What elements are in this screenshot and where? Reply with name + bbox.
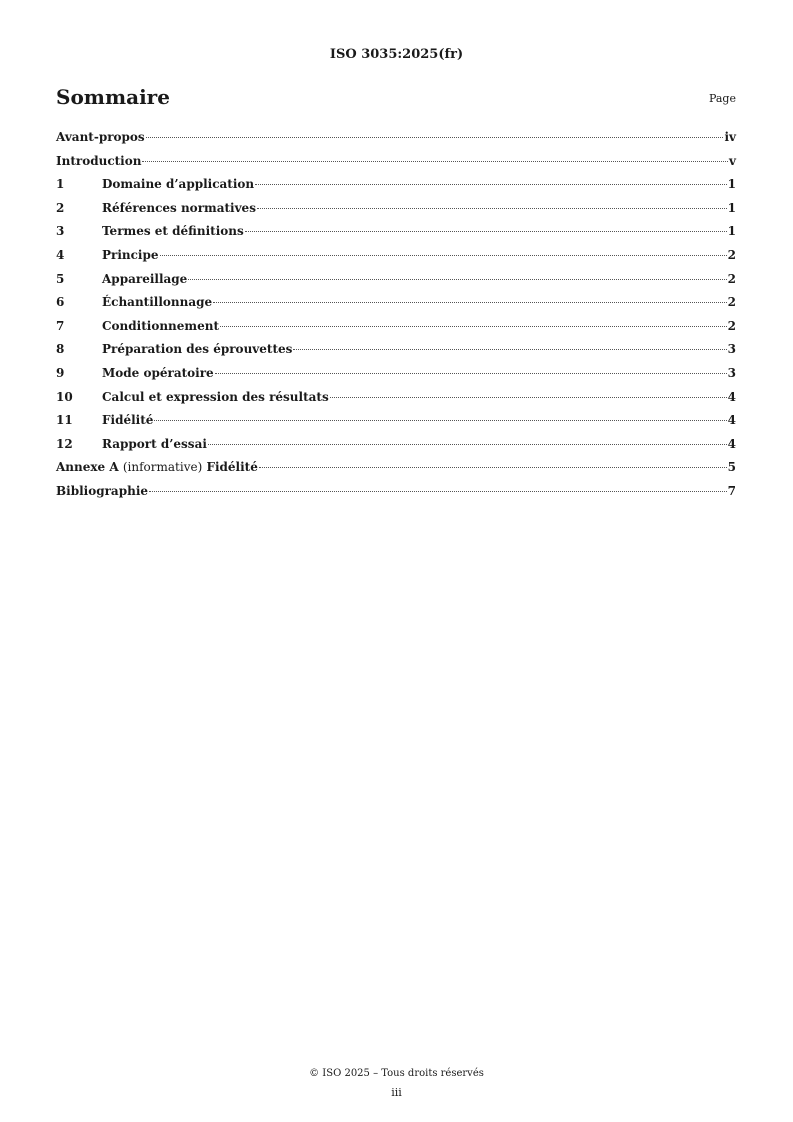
toc-entry-10[interactable] xyxy=(56,390,736,414)
toc-entry-page: 2 xyxy=(727,295,736,310)
toc-entry-number: 1 xyxy=(56,177,65,192)
toc-entry-label[interactable]: Fidélité xyxy=(102,413,154,428)
toc-entry-11[interactable] xyxy=(56,413,736,437)
toc-entry-number: 4 xyxy=(56,247,65,262)
toc-entry-page: 1 xyxy=(727,224,736,239)
copyright-notice: © ISO 2025 – Tous droits réservés xyxy=(309,1068,484,1079)
toc-entry-1[interactable] xyxy=(56,177,736,201)
dot-leader xyxy=(293,349,726,350)
toc-entry-bibliographie[interactable] xyxy=(56,484,736,508)
toc-entry-avant-propos[interactable] xyxy=(56,130,736,154)
toc-entry-label[interactable]: Rapport d’essai xyxy=(102,436,207,451)
toc-entry-number: 8 xyxy=(56,342,65,357)
toc-entry-5[interactable] xyxy=(56,272,736,296)
toc-entry-label[interactable]: Appareillage xyxy=(102,271,188,286)
toc-entry-page: 2 xyxy=(727,318,736,333)
toc-entry-page: v xyxy=(729,153,736,168)
toc-entry-page: 7 xyxy=(727,483,736,498)
toc-entry-label[interactable]: Bibliographie xyxy=(56,483,149,498)
toc-entry-page: 5 xyxy=(727,460,736,475)
toc-title: Sommaire xyxy=(56,85,170,109)
toc-entry-label[interactable]: Avant-propos xyxy=(56,130,145,144)
dot-leader xyxy=(208,444,727,445)
toc-entry-number: 9 xyxy=(56,365,65,380)
document-header: ISO 3035:2025(fr) xyxy=(329,47,464,62)
toc-entry-label[interactable]: Préparation des éprouvettes xyxy=(102,342,293,357)
dot-leader xyxy=(257,208,727,209)
toc-entry-page: 1 xyxy=(727,200,736,215)
toc-entry-page: 3 xyxy=(727,365,736,380)
toc-entry-number: 7 xyxy=(56,318,65,333)
annex-title: Fidélité xyxy=(206,460,258,475)
dot-leader xyxy=(330,397,727,398)
toc-entry-page: 1 xyxy=(727,177,736,192)
toc-entry-page: 2 xyxy=(727,271,736,286)
dot-leader xyxy=(154,420,726,421)
dot-leader xyxy=(259,467,727,468)
toc-entry-label[interactable]: Références normatives xyxy=(102,200,256,215)
dot-leader xyxy=(255,184,727,185)
toc-entry-3[interactable] xyxy=(56,224,736,248)
toc-entry-7[interactable] xyxy=(56,319,736,343)
dot-leader xyxy=(149,491,727,492)
toc-entry-label[interactable]: Échantillonnage xyxy=(102,295,213,310)
annex-note: (informative) xyxy=(122,460,203,475)
page-column-label: Page xyxy=(708,92,736,105)
annex-prefix: Annexe A xyxy=(56,460,119,475)
toc-entry-4[interactable] xyxy=(56,248,736,272)
toc-entry-page: iv xyxy=(724,130,736,144)
toc-entry-label[interactable]: Termes et définitions xyxy=(102,224,244,239)
toc-entry-label[interactable]: Conditionnement xyxy=(102,318,220,333)
dot-leader xyxy=(220,326,727,327)
toc-entry-number: 2 xyxy=(56,200,65,215)
toc-entry-page: 4 xyxy=(727,436,736,451)
toc-entry-number: 12 xyxy=(56,436,73,451)
dot-leader xyxy=(160,255,727,256)
table-of-contents xyxy=(56,130,736,508)
dot-leader xyxy=(213,302,726,303)
toc-entry-annexe-a[interactable] xyxy=(56,460,736,484)
toc-entry-label[interactable]: Principe xyxy=(102,247,159,262)
toc-entry-label[interactable]: Introduction xyxy=(56,153,142,168)
toc-entry-number: 3 xyxy=(56,224,65,239)
toc-entry-label[interactable]: Mode opératoire xyxy=(102,365,214,380)
toc-entry-label[interactable]: Domaine d’application xyxy=(102,177,255,192)
dot-leader xyxy=(146,137,724,138)
toc-entry-number: 6 xyxy=(56,295,65,310)
dot-leader xyxy=(215,373,727,374)
toc-entry-number: 5 xyxy=(56,271,65,286)
toc-entry-introduction[interactable] xyxy=(56,154,736,178)
dot-leader xyxy=(188,279,726,280)
toc-entry-page: 3 xyxy=(727,342,736,357)
toc-entry-page: 4 xyxy=(727,389,736,404)
toc-entry-number: 10 xyxy=(56,389,73,404)
dot-leader xyxy=(142,161,728,162)
toc-entry-9[interactable] xyxy=(56,366,736,390)
toc-entry-8[interactable] xyxy=(56,342,736,366)
toc-entry-6[interactable] xyxy=(56,295,736,319)
toc-entry-12[interactable] xyxy=(56,437,736,461)
toc-entry-label[interactable]: Calcul et expression des résultats xyxy=(102,389,329,404)
toc-entry-label[interactable] xyxy=(56,460,258,474)
dot-leader xyxy=(245,231,727,232)
page-number: iii xyxy=(391,1086,402,1099)
toc-entry-number: 11 xyxy=(56,413,73,428)
toc-entry-page: 4 xyxy=(727,413,736,428)
toc-entry-page: 2 xyxy=(727,247,736,262)
toc-entry-2[interactable] xyxy=(56,201,736,225)
